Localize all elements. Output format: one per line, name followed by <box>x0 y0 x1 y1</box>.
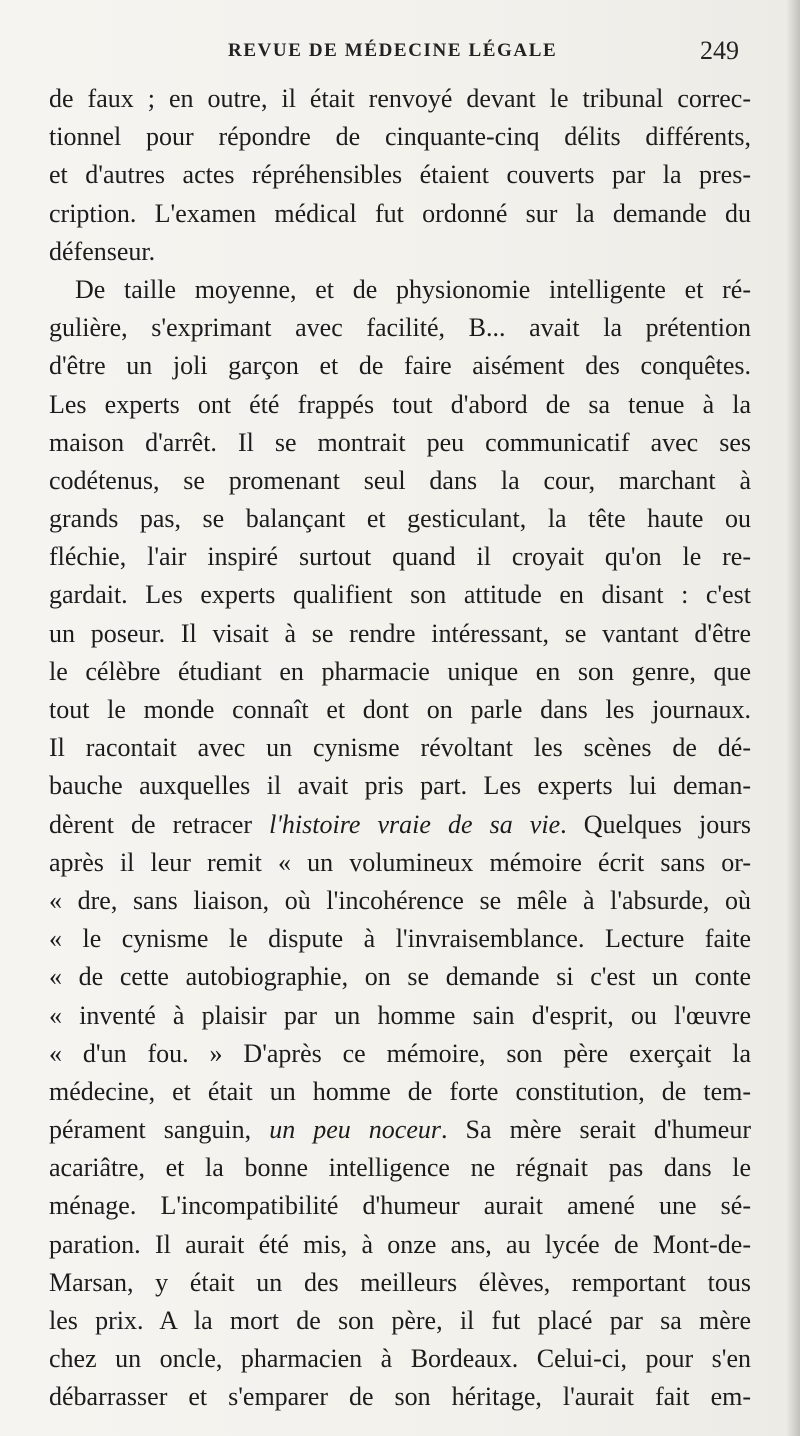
text-line: après il leur remit « un volumineux mémoire écrit sans or- <box>49 847 751 877</box>
italic-title: l'histoire vraie de sa vie <box>269 809 561 839</box>
text-segment: pérament sanguin, <box>49 1115 270 1145</box>
quoted-line: « dre, sans liaison, où l'incohérence se mêle à l'absurde, où <box>49 885 751 915</box>
italic-phrase: un peu noceur <box>269 1115 441 1145</box>
text-line: de faux ; en outre, il était renvoyé devant le tribunal correc- <box>49 84 751 113</box>
text-line: acariâtre, et la bonne intelligence ne régnait pas dans le <box>49 1153 751 1183</box>
text-segment: . Sa mère serait d'humeur <box>441 1115 751 1145</box>
text-segment: dèrent de retracer <box>49 809 270 839</box>
text-segment: . Quelques jours <box>560 809 751 839</box>
quoted-line: « inventé à plaisir par un homme sain d'esprit, ou l'œuvre <box>49 1000 751 1030</box>
text-line: ménage. L'incompatibilité d'humeur aurait amené une sé- <box>49 1191 751 1221</box>
text-line: codétenus, se promenant seul dans la cour, marchant à <box>49 465 751 495</box>
text-line: Il racontait avec un cynisme révoltant les scènes de dé- <box>49 733 751 763</box>
text-line: paration. Il aurait été mis, à onze ans, au lycée de Mont-de- <box>49 1229 751 1259</box>
text-line: médecine, et était un homme de forte constitution, de tem- <box>49 1076 751 1106</box>
text-line: bauche auxquelles il avait pris part. Les experts lui deman- <box>49 771 751 801</box>
paragraph-start-line: De taille moyenne, et de physionomie intelligente et ré- <box>75 274 751 304</box>
quoted-line: « le cynisme le dispute à l'invraisemblance. Lecture faite <box>49 924 751 954</box>
body-text <box>49 80 751 1417</box>
text-line-mixed <box>49 1111 751 1149</box>
text-line: et d'autres actes répréhensibles étaient couverts par la pres- <box>49 160 751 190</box>
text-line: maison d'arrêt. Il se montrait peu communicatif avec ses <box>49 427 751 457</box>
text-line: fléchie, l'air inspiré surtout quand il croyait qu'on le re- <box>49 542 751 572</box>
running-title: REVUE DE MÉDECINE LÉGALE <box>228 40 558 61</box>
text-line: d'être un joli garçon et de faire aisément des conquêtes. <box>49 351 751 381</box>
page-edge-shadow <box>786 0 800 1436</box>
text-line: le célèbre étudiant en pharmacie unique en son genre, que <box>49 656 751 686</box>
text-line: gulière, s'exprimant avec facilité, B... avait la prétention <box>49 313 751 343</box>
text-line: cription. L'examen médical fut ordonné sur la demande du <box>49 198 751 228</box>
page-number: 249 <box>700 36 739 65</box>
text-line: Marsan, y était un des meilleurs élèves, remportant tous <box>49 1267 751 1297</box>
text-line: tout le monde connaît et dont on parle dans les journaux. <box>49 695 751 724</box>
text-line: un poseur. Il visait à se rendre intéressant, se vantant d'être <box>49 618 751 648</box>
text-line: grands pas, se balançant et gesticulant, la tête haute ou <box>49 504 751 534</box>
text-line: gardait. Les experts qualifient son attitude en disant : c'est <box>49 580 751 610</box>
text-line: débarrasser et s'emparer de son héritage, l'aurait fait em- <box>49 1382 751 1412</box>
quoted-line: « de cette autobiographie, on se demande si c'est un conte <box>49 962 751 992</box>
text-line: les prix. A la mort de son père, il fut placé par sa mère <box>49 1306 751 1335</box>
text-line: défenseur. <box>49 236 156 266</box>
text-line: Les experts ont été frappés tout d'abord de sa tenue à la <box>49 389 751 419</box>
page-header <box>0 36 800 70</box>
quoted-line: « d'un fou. » D'après ce mémoire, son père exerçait la <box>49 1038 751 1068</box>
text-line-mixed <box>49 806 751 844</box>
text-line: chez un oncle, pharmacien à Bordeaux. Celui-ci, pour s'en <box>49 1344 751 1374</box>
text-line: tionnel pour répondre de cinquante-cinq délits différents, <box>49 122 751 152</box>
